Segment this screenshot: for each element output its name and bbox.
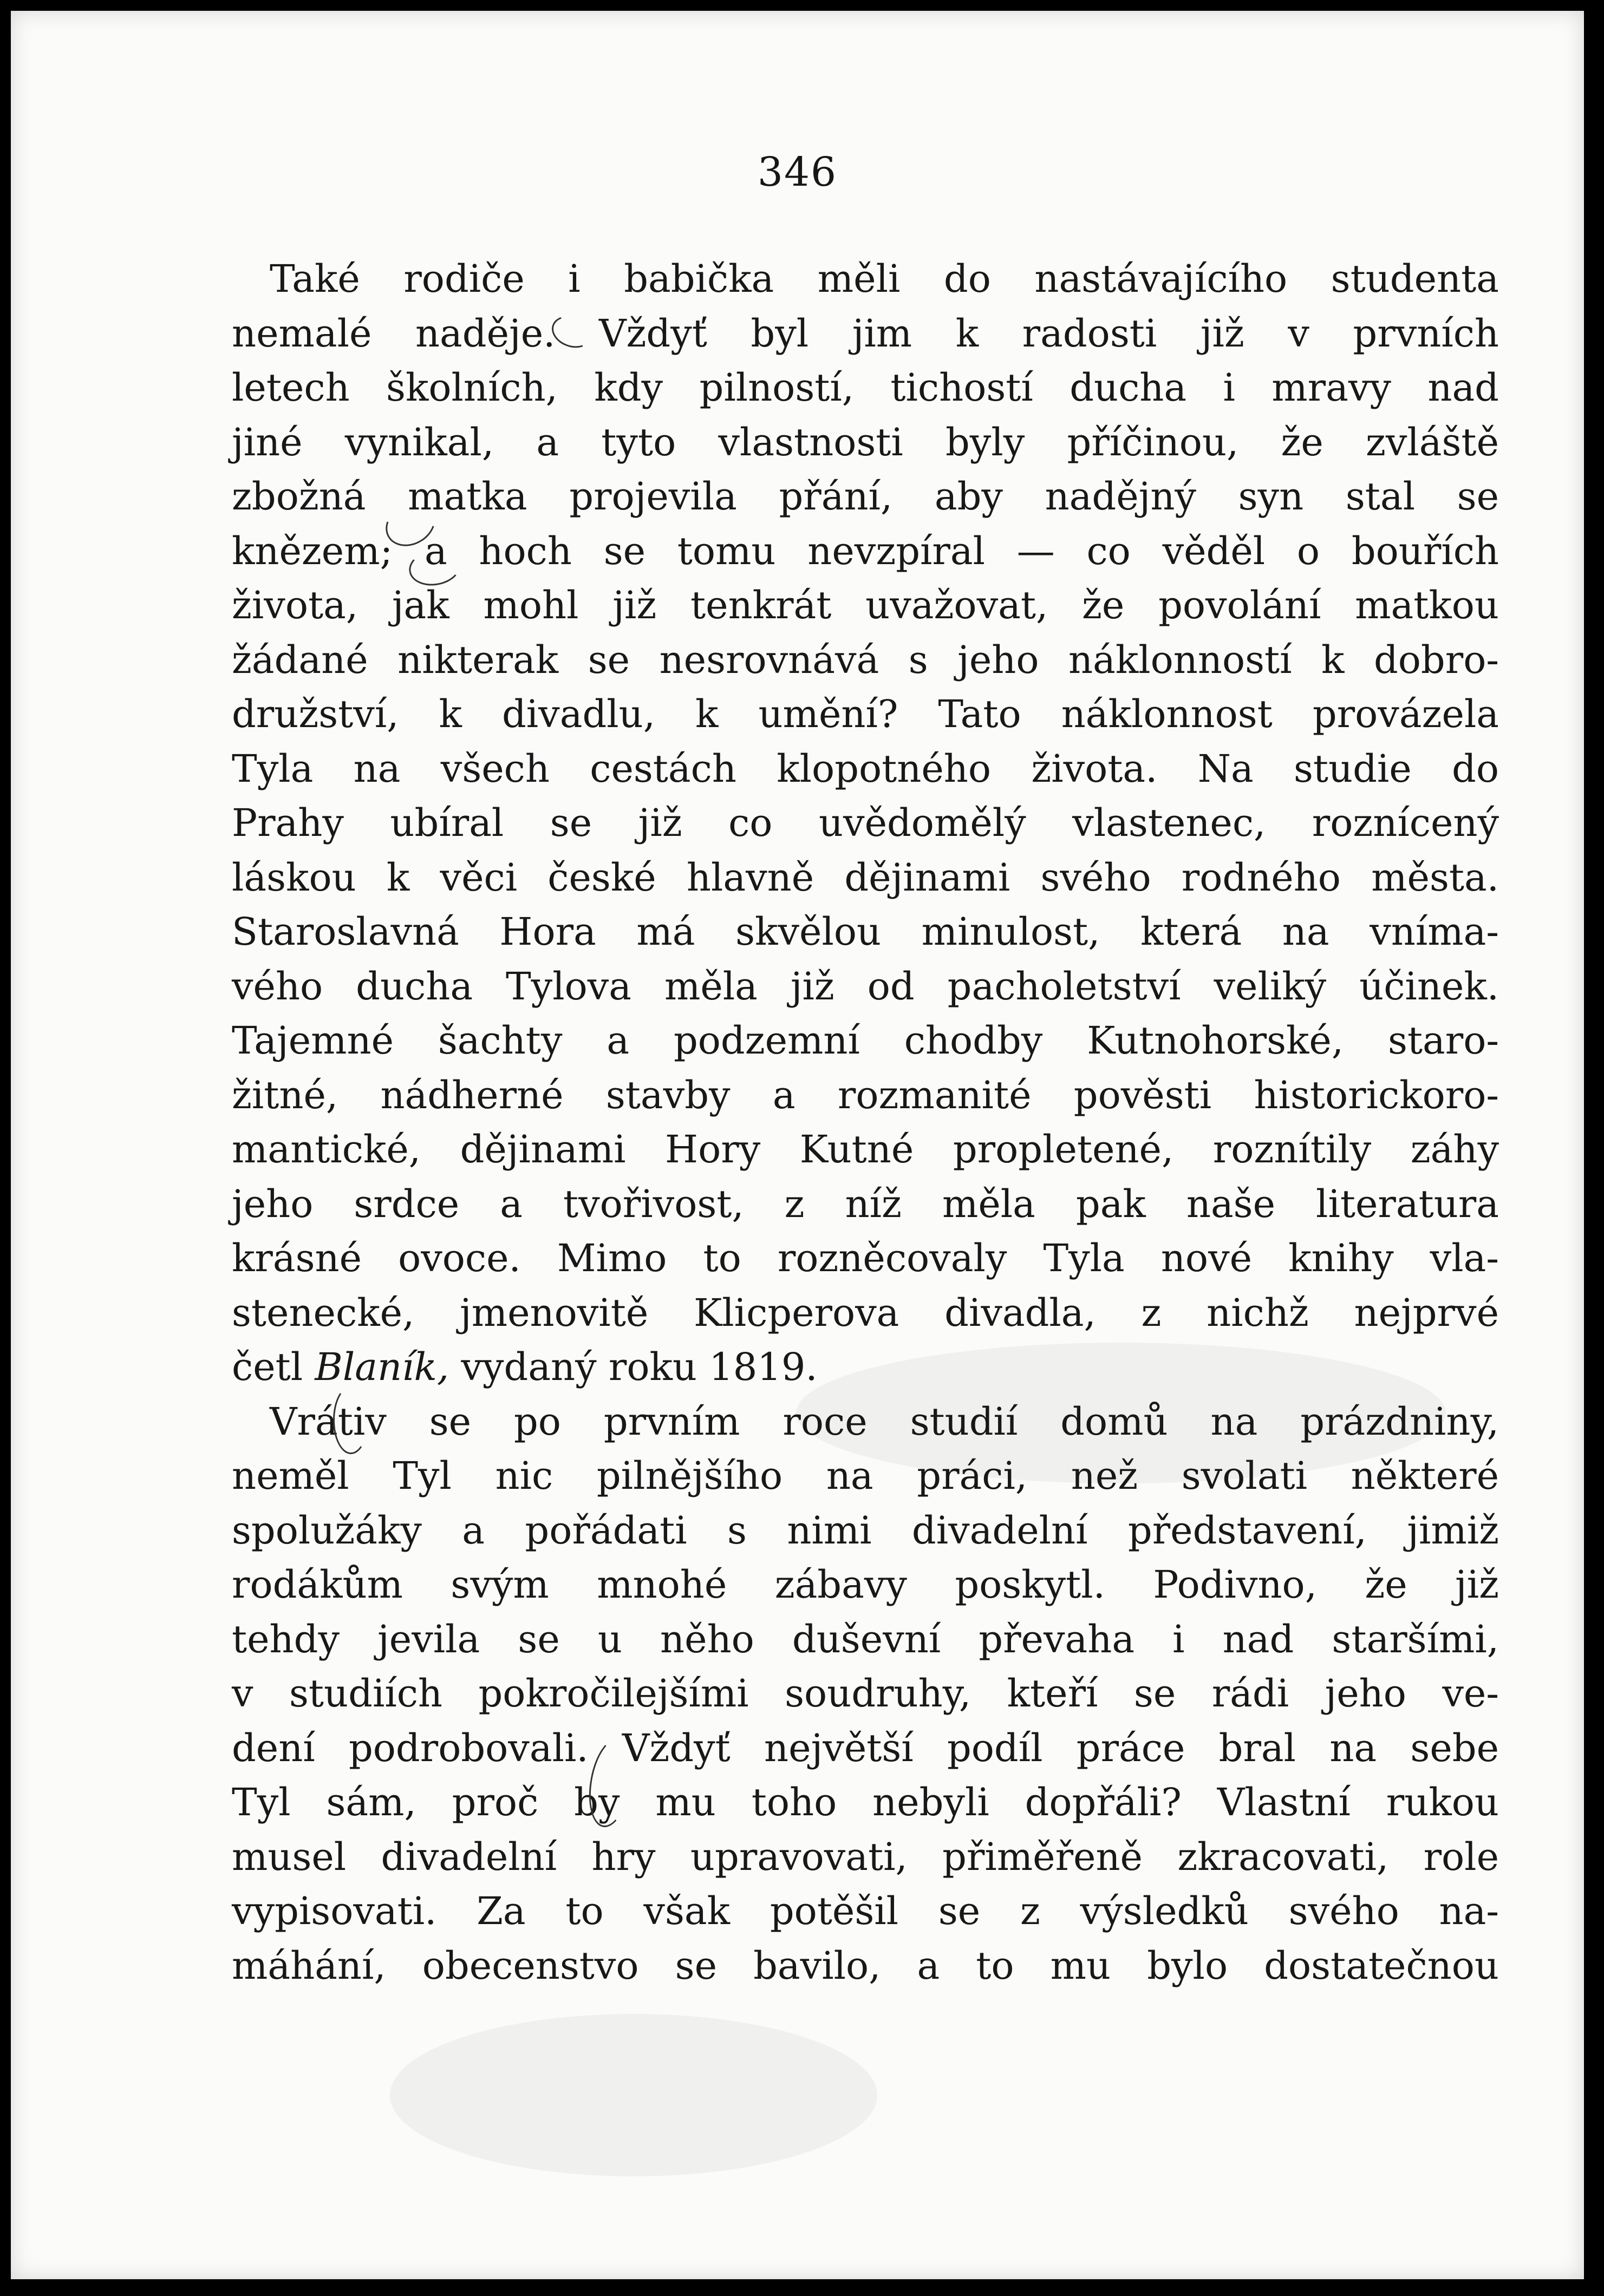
- work-title: Blaník,: [315, 1345, 449, 1389]
- text-line: Tajemné šachty a podzemní chodby Kutnohorské, staro-: [232, 1018, 1499, 1063]
- text-line: [232, 1340, 1499, 1395]
- text-line: života, jak mohl již tenkrát uvažovat, že povolání matkou: [232, 583, 1499, 627]
- text-fragment: vydaný roku 1819.: [449, 1345, 818, 1389]
- text-line: zbožná matka projevila přání, aby nadějný syn stal se: [232, 474, 1499, 519]
- page-stain: [390, 2014, 877, 2176]
- page-number: 346: [757, 149, 838, 195]
- text-line: tehdy jevila se u něho duševní převaha i nad staršími,: [232, 1617, 1499, 1662]
- text-line: Také rodiče i babička měli do nastávajícího studenta: [270, 257, 1499, 301]
- text-line: jiné vynikal, a tyto vlastnosti byly příčinou, že zvláště: [232, 420, 1499, 465]
- text-line: knězem; a hoch se tomu nevzpíral — co věděl o bouřích: [232, 528, 1499, 573]
- text-line: krásné ovoce. Mimo to rozněcovaly Tyla nové knihy vla-: [232, 1236, 1499, 1280]
- text-line: Staroslavná Hora má skvělou minulost, která na vníma-: [232, 910, 1499, 954]
- text-line: dení podrobovali. Vždyť největší podíl práce bral na sebe: [232, 1725, 1499, 1770]
- text-line: Tyl sám, proč by mu toho nebyli dopřáli? Vlastní rukou: [232, 1780, 1499, 1824]
- text-line: Prahy ubíral se již co uvědomělý vlastenec, roznícený: [232, 801, 1499, 845]
- text-line: nemalé naděje. Vždyť byl jim k radosti již v prvních: [232, 311, 1499, 356]
- text-fragment: četl: [232, 1345, 315, 1389]
- text-line: vypisovati. Za to však potěšil se z výsledků svého na-: [232, 1889, 1499, 1933]
- paragraph: [232, 1395, 1499, 1993]
- text-line: neměl Tyl nic pilnějšího na práci, než svolati některé: [232, 1454, 1499, 1498]
- text-line: stenecké, jmenovitě Klicperova divadla, z nichž nejprvé: [232, 1290, 1499, 1335]
- text-line: vého ducha Tylova měla již od pacholetství veliký účinek.: [232, 964, 1499, 1009]
- text-line: letech školních, kdy pilností, tichostí ducha i mravy nad: [232, 365, 1499, 410]
- text-line: spolužáky a pořádati s nimi divadelní představení, jimiž: [232, 1508, 1499, 1553]
- text-line: žitné, nádherné stavby a rozmanité pověsti historickoro-: [232, 1072, 1499, 1117]
- text-line: mantické, dějinami Hory Kutné propletené, roznítily záhy: [232, 1127, 1499, 1172]
- paragraph: [232, 252, 1499, 1340]
- text-line: v studiích pokročilejšími soudruhy, kteří se rádi jeho ve-: [232, 1671, 1499, 1716]
- text-line: musel divadelní hry upravovati, přiměřeně zkracovati, role: [232, 1834, 1499, 1879]
- text-line: láskou k věci české hlavně dějinami svého rodného města.: [232, 855, 1499, 900]
- text-line: Vrátiv se po prvním roce studií domů na prázdniny,: [270, 1399, 1499, 1444]
- text-line: jeho srdce a tvořivost, z níž měla pak naše literatura: [232, 1181, 1499, 1226]
- pencil-mark: [333, 1386, 369, 1454]
- text-line: rodákům svým mnohé zábavy poskytl. Podivno, že již: [232, 1562, 1499, 1607]
- text-line: družství, k divadlu, k umění? Tato náklonnost provázela: [232, 692, 1499, 736]
- text-line: žádané nikterak se nesrovnává s jeho náklonností k dobro-: [232, 637, 1499, 682]
- book-page: [11, 11, 1584, 2279]
- text-line: máhání, obecenstvo se bavilo, a to mu bylo dostatečnou: [232, 1943, 1499, 1988]
- text-line: Tyla na všech cestách klopotného života. Na studie do: [232, 746, 1499, 791]
